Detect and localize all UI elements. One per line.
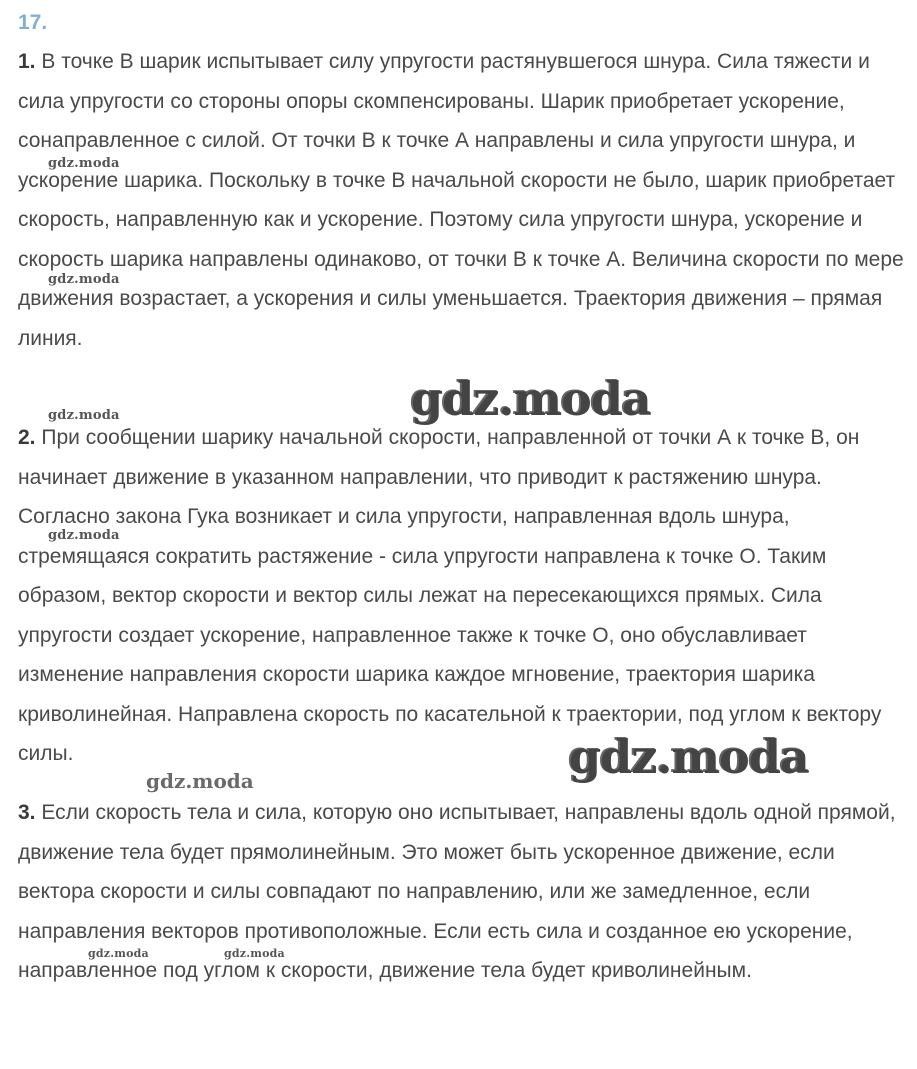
watermark-small: gdz.moda	[48, 408, 120, 423]
paragraph-text: При сообщении шарику начальной скорости, направленной от точки А к точке В, он начинает движение в указанном направлении, что приводит к растяжению шнура. Согласно закона Гука возникает и сила упругости, направленная вдоль шнура, стремящаяся сократить растяжение - сила упругости направлена к точке О. Таким образом, вектор скорости и вектор силы лежат на пересекающихся прямых. Сила упругости создает ускорение, направленное также к точке О, оно обуславливает изменение направления скорости шарика каждое мгновение, траектория шарика криволинейная. Направлена скорость по касательной к траектории, под углом к вектору силы.	[18, 426, 882, 765]
watermark-small: gdz.moda	[48, 156, 120, 171]
paragraph-number: 2.	[18, 426, 36, 449]
answer-paragraph-2	[18, 418, 913, 774]
watermark-small: gdz.moda	[224, 947, 285, 960]
task-number: 17.	[18, 11, 48, 34]
paragraph-number: 1.	[18, 50, 36, 73]
answer-paragraph-3	[18, 793, 913, 991]
paragraph-number: 3.	[18, 801, 36, 824]
watermark-large: gdz.moda	[568, 729, 808, 783]
watermark-small: gdz.moda	[88, 947, 149, 960]
watermark-small: gdz.moda	[48, 528, 120, 543]
paragraph-text: Если скорость тела и сила, которую оно испытывает, направлены вдоль одной прямой, движение тела будет прямолинейным. Это может быть ускоренное движение, если вектора скорости и силы совпадают по направлению, или же замедленное, если направления векторов противоположные. Если есть сила и созданное ею ускорение, направленное под углом к скорости, движение тела будет криволинейным.	[18, 801, 896, 982]
answer-paragraph-1	[18, 42, 913, 358]
watermark-medium: gdz.moda	[146, 769, 254, 793]
watermark-large: gdz.moda	[410, 371, 650, 425]
watermark-small: gdz.moda	[48, 272, 120, 287]
paragraph-text: В точке В шарик испытывает силу упругости растянувшегося шнура. Сила тяжести и сила упругости со стороны опоры скомпенсированы. Шарик приобретает ускорение, сонаправленное с силой. От точки В к точке А направлены и сила упругости шнура, и ускорение шарика. Поскольку в точке В начальной скорости не было, шарик приобретает скорость, направленную как и ускорение. Поэтому сила упругости шнура, ускорение и скорость шарика направлены одинаково, от точки В к точке А. Величина скорости по мере движения возрастает, а ускорения и силы уменьшается. Траектория движения – прямая линия.	[18, 50, 904, 350]
